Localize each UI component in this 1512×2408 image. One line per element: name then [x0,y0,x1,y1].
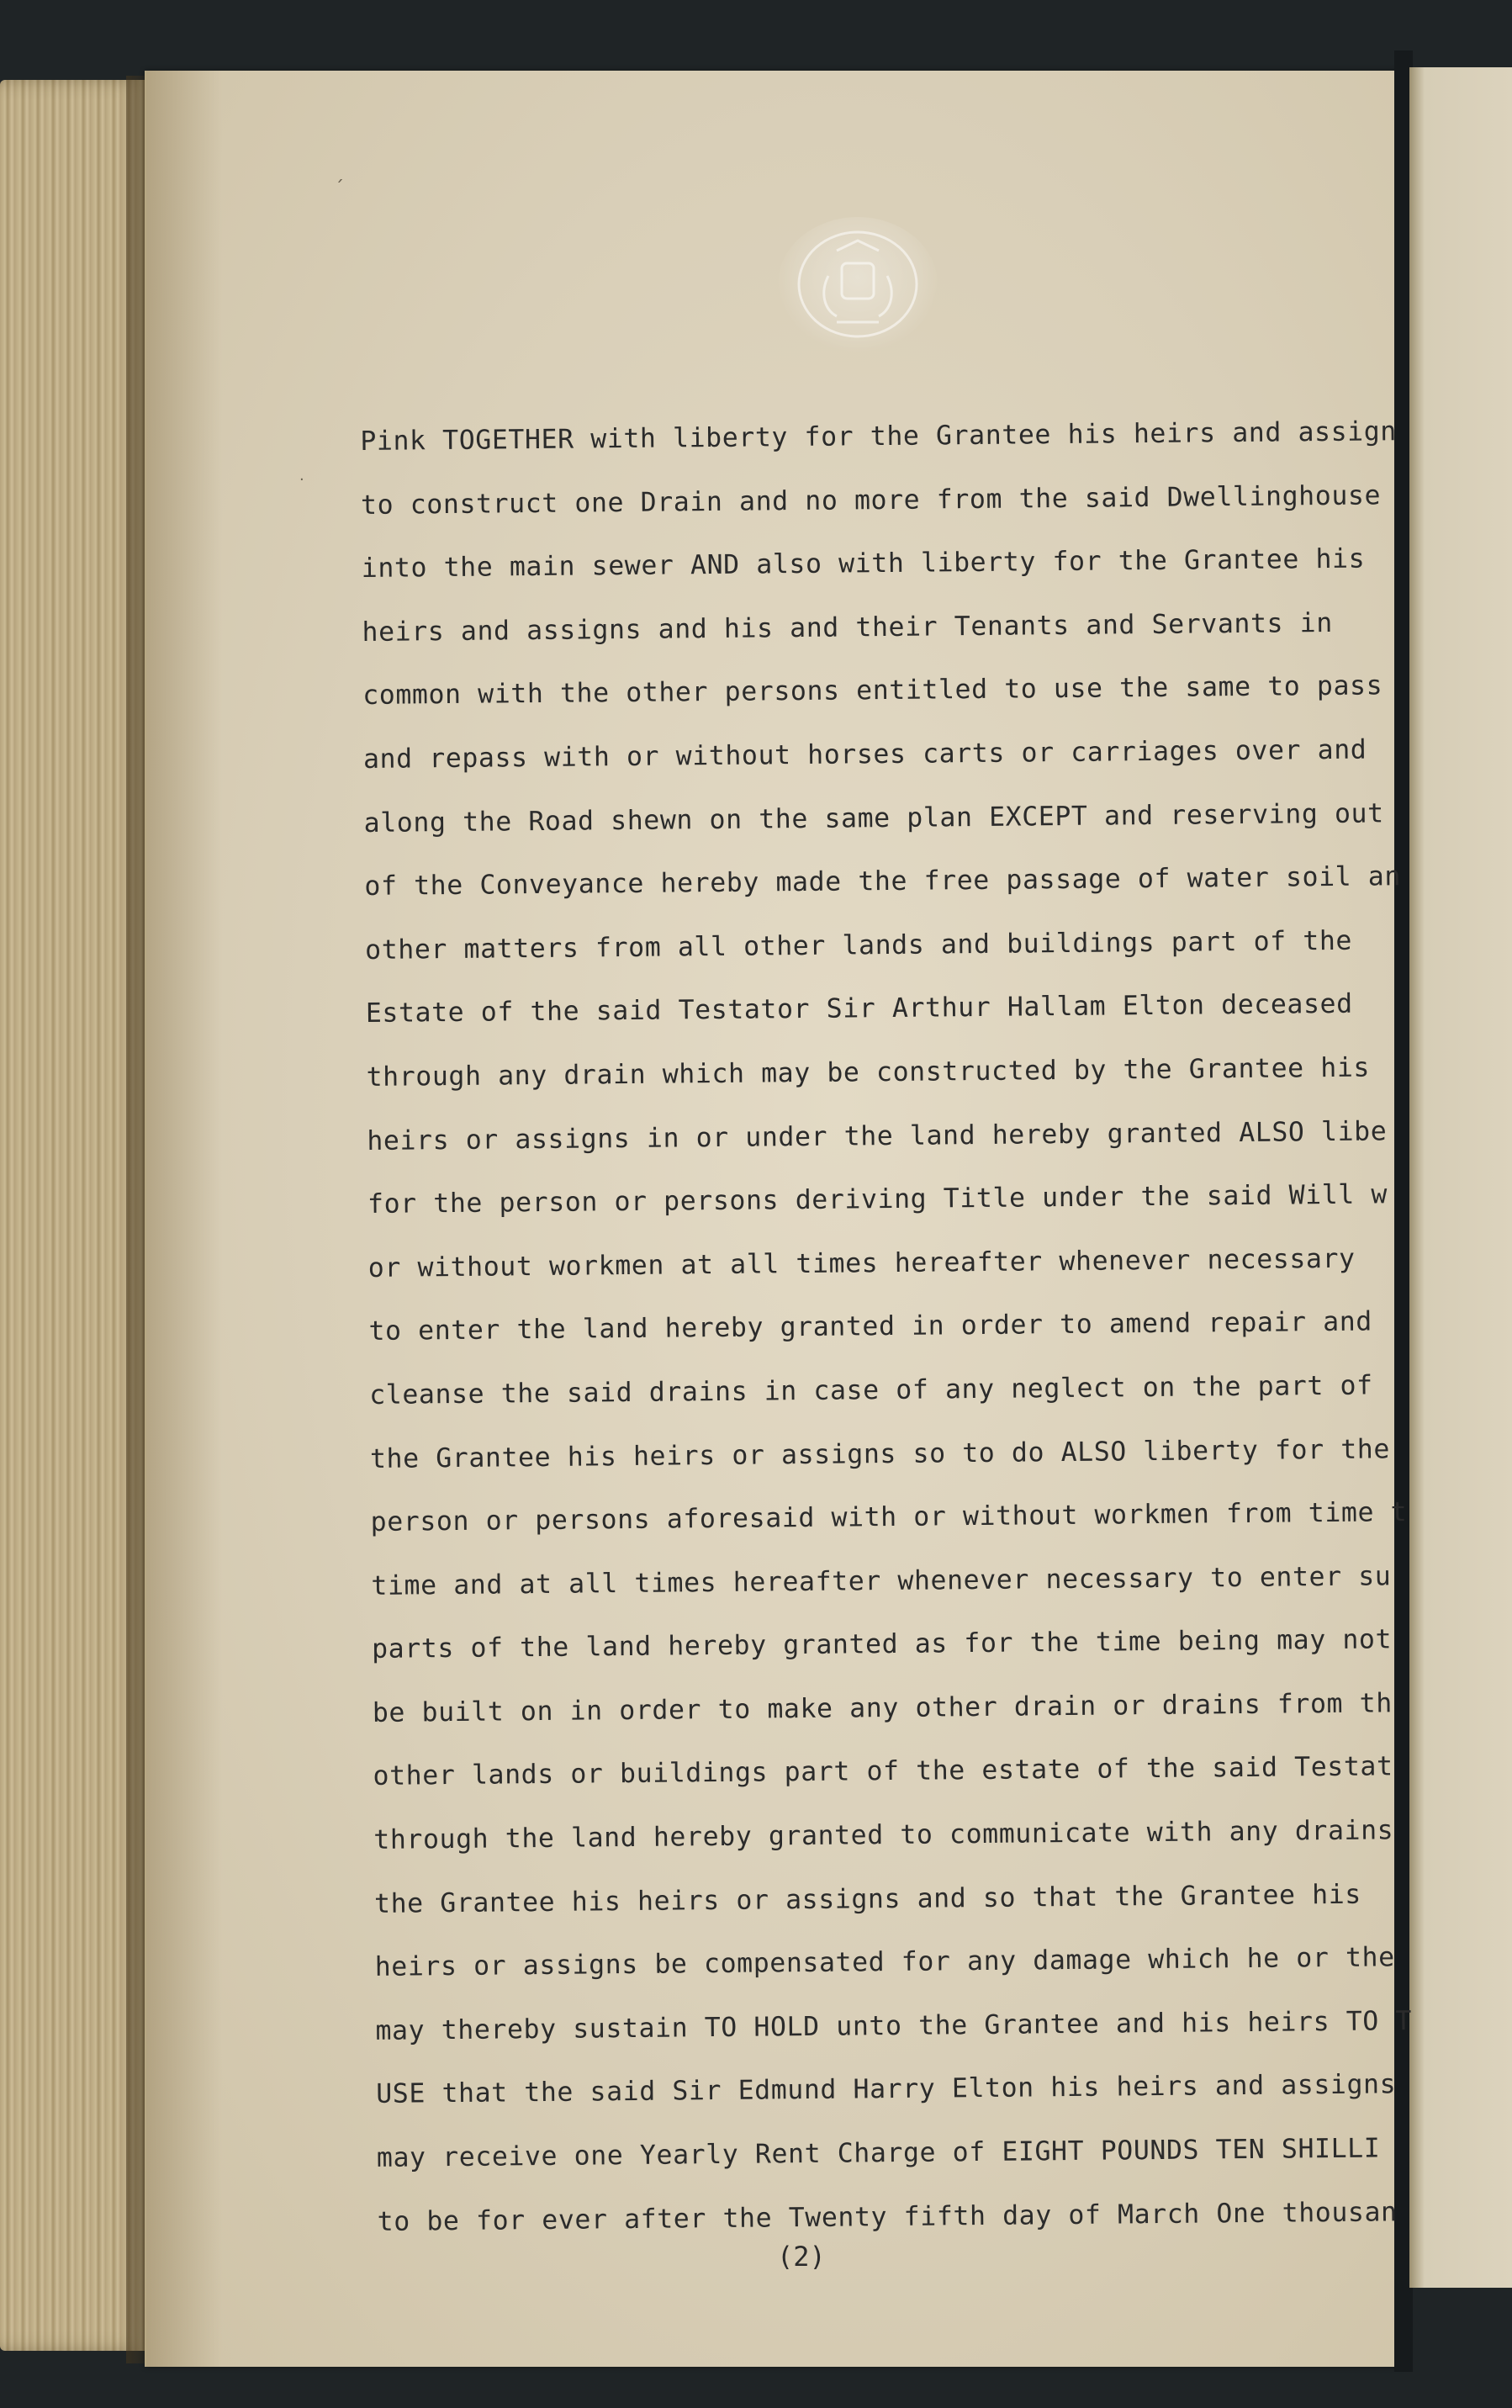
text-line: USE that the said Sir Edmund Harry Elton his heirs and assigns [376,2069,1397,2110]
pencil-mark: ˊ [335,178,344,199]
embossed-seal-icon [778,217,938,352]
text-line: through the land hereby granted to communicate with any drains [373,1815,1394,1855]
text-line: time and at all times hereafter whenever necessary to enter su [371,1560,1392,1601]
text-line: heirs or assigns be compensated for any damage which he or the [374,1942,1395,1983]
text-line: or without workmen at all times hereafter whenever necessary [367,1243,1356,1283]
text-line: the Grantee his heirs or assigns so to do ALSO liberty for the [369,1433,1391,1474]
text-line: for the person or persons deriving Title under the said Will w [367,1179,1388,1220]
text-line: along the Road shewn on the same plan EXCEPT and reserving out [363,797,1384,839]
text-line: heirs or assigns in or under the land hereby granted ALSO libe [367,1115,1388,1156]
text-line: to be for ever after the Twenty fifth day of March One thousan [377,2196,1398,2237]
text-line: of the Conveyance hereby made the free passage of water soil an [364,861,1402,902]
next-page-edge [1409,67,1512,2288]
text-line: other matters from all other lands and buildings part of the [364,925,1353,966]
text-line: may receive one Yearly Rent Charge of EIGHT POUNDS TEN SHILLI [376,2133,1381,2173]
text-line: parts of the land hereby granted as for the time being may not [371,1624,1393,1665]
text-line: to enter the land hereby granted in order to amend repair and [368,1306,1373,1347]
text-line: Estate of the said Testator Sir Arthur Hallam Elton deceased [365,989,1353,1029]
ink-dot: · [299,471,304,489]
text-line: and repass with or without horses carts or carriages over and [362,734,1367,775]
embossed-crest-graphic [778,217,938,352]
text-line: into the main sewer AND also with liberty for the Grantee his [361,543,1366,585]
typed-body-text [360,400,1420,2254]
text-line: cleanse the said drains in case of any neglect on the part of [369,1370,1373,1410]
text-line: Pink TOGETHER with liberty for the Grantee his heirs and assign [360,416,1398,457]
page-binding-shade [146,71,222,2367]
text-line: to construct one Drain and no more from the said Dwellinghouse [360,479,1382,521]
page-number: (2) [777,2241,826,2273]
text-line: heirs and assigns and his and their Tenants and Servants in [362,607,1333,648]
text-line: common with the other persons entitled to use the same to pass [362,670,1383,712]
text-line: may thereby sustain TO HOLD unto the Grantee and his heirs TO T [375,2005,1413,2046]
text-line: person or persons aforesaid with or without workmen from time t [370,1497,1408,1538]
text-line: other lands or buildings part of the estate of the said Testat [373,1751,1393,1792]
text-line: be built on in order to make any other drain or drains from th [372,1688,1393,1728]
text-line: through any drain which may be constructed by the Grantee his [366,1052,1371,1093]
text-line: the Grantee his heirs or assigns and so that the Grantee his [373,1879,1362,1919]
